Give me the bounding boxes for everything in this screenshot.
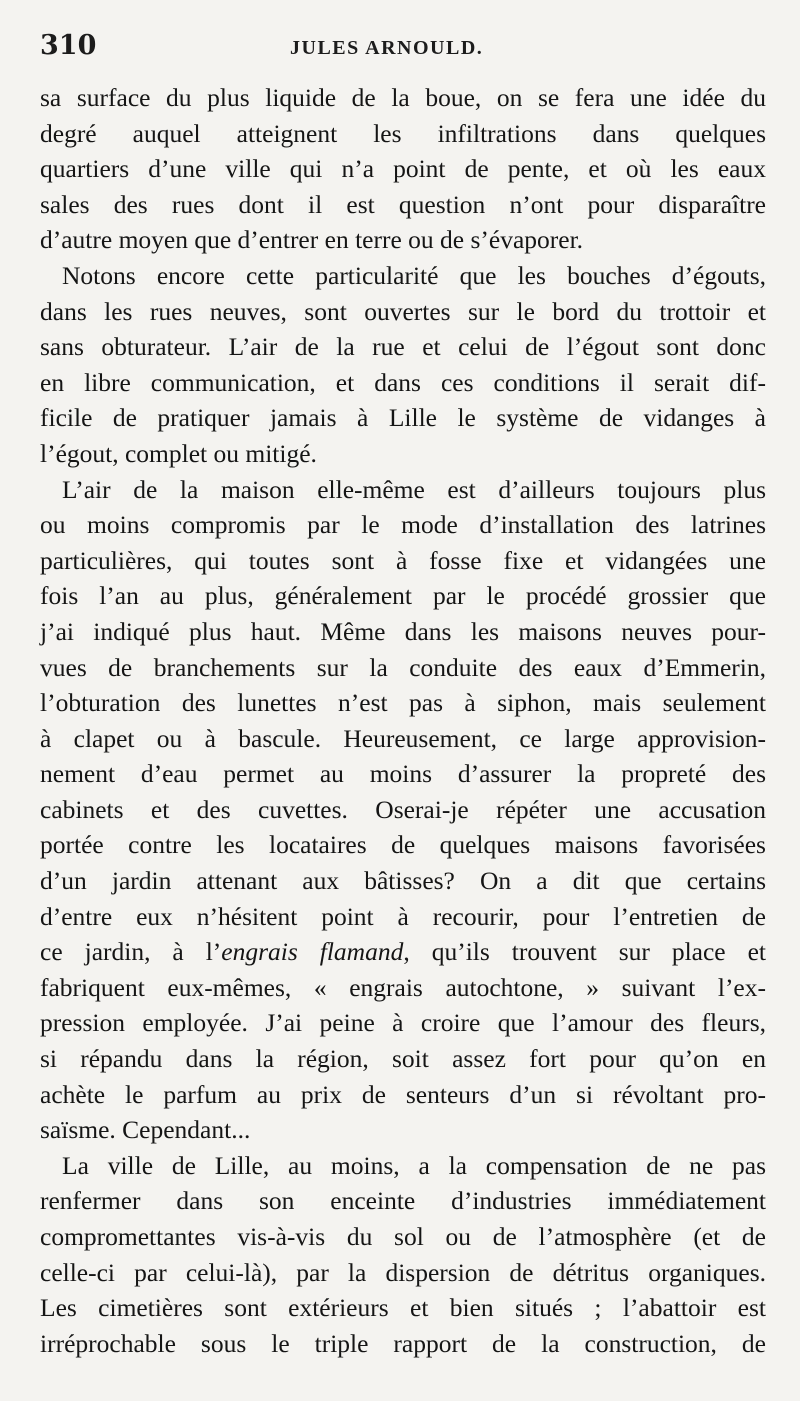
text-line: l’obturation des lunettes n’est pas à siphon, mais seulement [40, 688, 766, 718]
text-line: La ville de Lille, au moins, a la compensation de ne pas [62, 1150, 766, 1180]
text-fragment: , qu’ils trouvent sur place et [403, 937, 766, 967]
italic-term: engrais flamand [221, 937, 404, 967]
text-line: à clapet ou à bascule. Heureusement, ce large approvision- [40, 723, 766, 753]
text-line: Notons encore cette particularité que les bouches d’égouts, [62, 260, 766, 290]
text-line: quartiers d’une ville qui n’a point de pente, et où les eaux [40, 154, 766, 184]
text-line: nement d’eau permet au moins d’assurer la propreté des [40, 759, 766, 789]
text-line: en libre communication, et dans ces conditions il serait dif- [40, 367, 766, 397]
body-text [40, 80, 766, 1361]
text-line: L’air de la maison elle-même est d’ailleurs toujours plus [62, 474, 766, 504]
text-line: ou moins compromis par le mode d’installation des latrines [40, 510, 766, 540]
text-line: saïsme. Cependant... [40, 1115, 251, 1145]
text-line: celle-ci par celui-là), par la dispersion de détritus organiques. [40, 1257, 766, 1287]
text-line: sales des rues dont il est question n’ont pour disparaître [40, 189, 766, 219]
text-line-with-italic [40, 934, 766, 970]
text-line: degré auquel atteignent les infiltrations dans quelques [40, 118, 766, 148]
text-line: d’entre eux n’hésitent point à recourir, pour l’entretien de [40, 901, 766, 931]
text-line: achète le parfum au prix de senteurs d’un si révoltant pro- [40, 1079, 766, 1109]
text-line: irréprochable sous le triple rapport de la construction, de [40, 1328, 766, 1358]
text-line: sans obturateur. L’air de la rue et celui de l’égout sont donc [40, 332, 766, 362]
text-line: fois l’an au plus, généralement par le procédé grossier que [40, 581, 766, 611]
text-line: ficile de pratiquer jamais à Lille le système de vidanges à [40, 403, 766, 433]
text-line: d’un jardin attenant aux bâtisses? On a dit que certains [40, 866, 766, 896]
text-line: portée contre les locataires de quelques maisons favorisées [40, 830, 766, 860]
text-line: d’autre moyen que d’entrer en terre ou de s’évaporer. [40, 225, 584, 255]
text-line: fabriquent eux-mêmes, « engrais autochtone, » suivant l’ex- [40, 972, 766, 1002]
text-line: si répandu dans la région, soit assez fort pour qu’on en [40, 1044, 766, 1074]
running-head: JULES ARNOULD. [290, 37, 484, 59]
text-line: sa surface du plus liquide de la boue, on se fera une idée du [40, 83, 766, 112]
text-line: vues de branchements sur la conduite des eaux d’Emmerin, [40, 652, 766, 682]
text-line: Les cimetières sont extérieurs et bien situés ; l’abattoir est [40, 1293, 766, 1323]
page-number: 310 [40, 30, 97, 61]
text-line: j’ai indiqué plus haut. Même dans les maisons neuves pour- [40, 616, 766, 646]
text-line: pression employée. J’ai peine à croire que l’amour des fleurs, [40, 1008, 766, 1038]
text-fragment: ce jardin, à l’ [40, 937, 222, 967]
text-line: cabinets et des cuvettes. Oserai-je répéter une accusation [40, 794, 766, 824]
text-line: particulières, qui toutes sont à fosse fixe et vidangées une [40, 545, 766, 575]
text-line: l’égout, complet ou mitigé. [40, 438, 317, 468]
text-line: renfermer dans son enceinte d’industries immédiatement [40, 1186, 766, 1216]
text-line: compromettantes vis-à-vis du sol ou de l’atmosphère (et de [40, 1222, 766, 1251]
text-line: dans les rues neuves, sont ouvertes sur le bord du trottoir et [40, 296, 766, 326]
page-header [40, 30, 766, 76]
